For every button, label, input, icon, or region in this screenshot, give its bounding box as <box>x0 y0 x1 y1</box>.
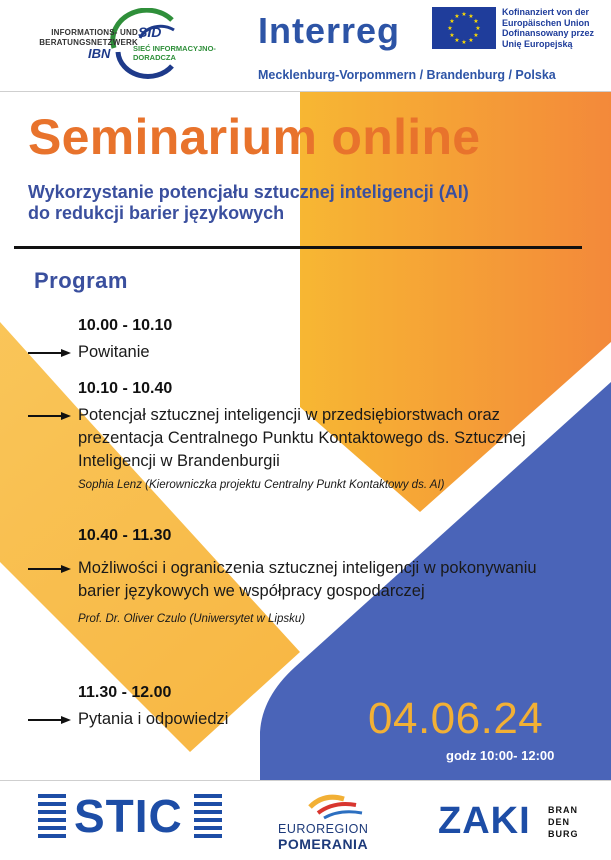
divider <box>14 246 582 249</box>
slot-time: 11.30 - 12.00 <box>78 684 172 701</box>
eu-funding-text: Kofinanziert von der Europäischen Union Dofinansowany przez Unię Europejską <box>502 7 595 49</box>
program-slot <box>78 317 578 364</box>
program-slot <box>78 527 578 625</box>
zaki-logo-sub: BRAN DEN BURG <box>548 805 579 839</box>
slot-time: 10.10 - 10.40 <box>78 380 173 397</box>
ibn-label: IBN <box>88 46 111 61</box>
svg-text:★: ★ <box>461 11 467 18</box>
program-slot <box>78 380 578 491</box>
euroregion-line2: POMERANIA <box>278 836 369 852</box>
stic-logo-text: STIC <box>74 790 183 842</box>
interreg-logo-title: Interreg <box>258 10 401 51</box>
zaki-logo-text: ZAKI <box>438 800 531 842</box>
arrow-right-icon <box>28 411 72 421</box>
slot-speaker: Prof. Dr. Oliver Czulo (Uniwersytet w Lipsku) <box>78 613 306 625</box>
svg-text:★: ★ <box>473 32 479 39</box>
slot-description: Możliwości i ograniczenia sztucznej inteligencji w pokonywaniu barier językowych we współpracy gospodarczej <box>78 559 537 600</box>
euroregion-logo-mark <box>304 791 366 821</box>
svg-text:★: ★ <box>468 37 474 44</box>
arrow-right-icon <box>28 564 72 574</box>
svg-text:★: ★ <box>461 39 467 46</box>
arrow-right-icon <box>28 715 72 725</box>
event-time: godz 10:00- 12:00 <box>446 748 555 763</box>
svg-text:★: ★ <box>473 18 479 25</box>
svg-text:★: ★ <box>449 18 455 25</box>
page-subtitle: Wykorzystanie potencjału sztucznej inteligencji (AI) do redukcji barier językowych <box>28 182 469 223</box>
arrow-right-icon <box>28 348 72 358</box>
eu-flag-icon <box>432 7 496 49</box>
svg-text:★: ★ <box>475 25 481 32</box>
ibn-network-text: INFORMATIONS- UND BERATUNGSNETZWERK <box>39 28 138 47</box>
page-title: Seminarium online <box>28 109 481 165</box>
svg-text:★: ★ <box>468 13 474 20</box>
interreg-subtitle: Mecklenburg-Vorpommern / Brandenburg / Polska <box>258 68 556 82</box>
event-date: 04.06.24 <box>368 694 544 743</box>
program-heading: Program <box>34 268 128 293</box>
ibn-sid-text: SIEĆ INFORMACYJNO- DORADCZA <box>133 44 216 62</box>
svg-text:★: ★ <box>454 13 460 20</box>
euroregion-line1: EUROREGION <box>278 822 369 836</box>
slot-description: Potencjał sztucznej inteligencji w przedsiębiorstwach oraz prezentacja Centralnego Punktu Kontaktowego ds. Sztucznej Inteligencji w Brandenburgii <box>78 406 526 470</box>
slot-time: 10.00 - 10.10 <box>78 317 173 334</box>
slot-time: 10.40 - 11.30 <box>78 527 172 544</box>
svg-text:★: ★ <box>454 37 460 44</box>
svg-text:★: ★ <box>449 32 455 39</box>
slot-description: Pytania i odpowiedzi <box>78 710 229 728</box>
ibn-sid-label: SID <box>138 24 162 40</box>
slot-description: Powitanie <box>78 343 150 361</box>
svg-text:★: ★ <box>447 25 453 32</box>
slot-speaker: Sophia Lenz (Kierowniczka projektu Centralny Punkt Kontaktowy ds. AI) <box>78 479 445 491</box>
